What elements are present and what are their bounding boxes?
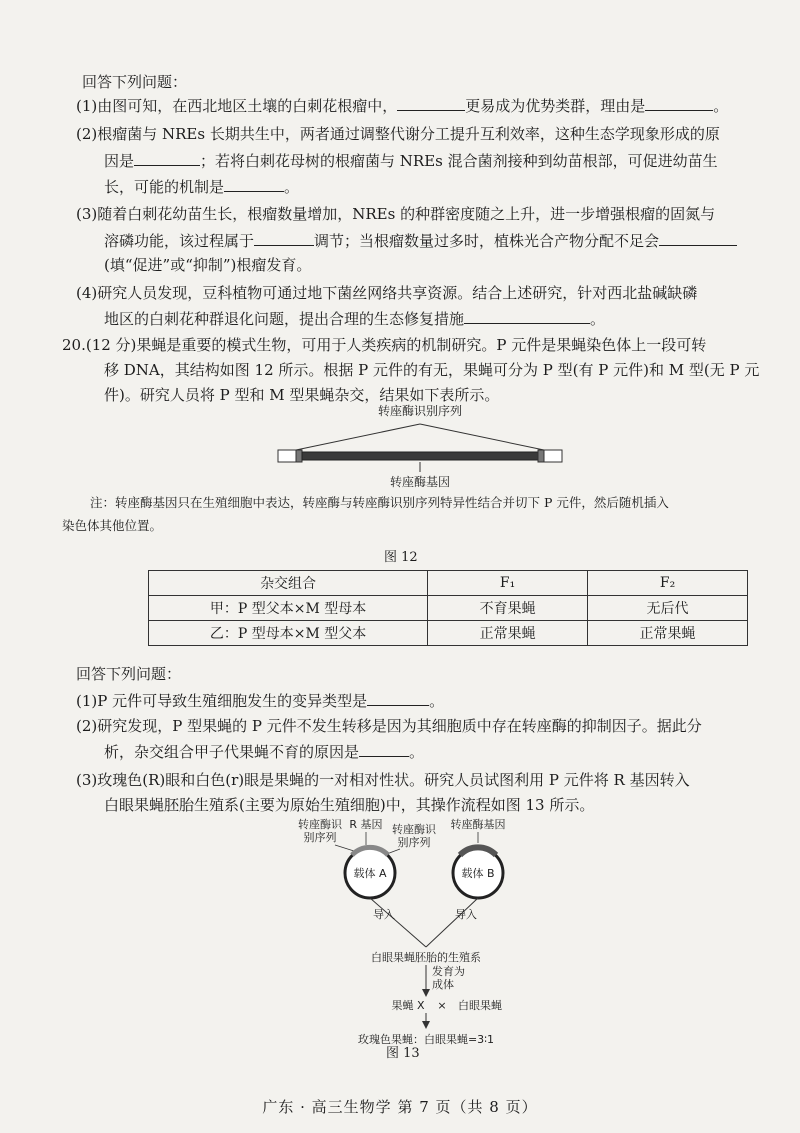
fig13-r-gene-label: R 基因 <box>349 818 383 831</box>
fig13-arrowhead <box>422 1021 430 1029</box>
table-header: F₂ <box>588 571 748 596</box>
q20-heading-line2: 移 DNA，其结构如图 12 所示。根据 P 元件的有无，果蝇可分为 P 型(有 P 元件)和 M 型(无 P 元 <box>104 361 760 379</box>
q20-part3-line1: (3)玫瑰色(R)眼和白色(r)眼是果蝇的一对相对性状。研究人员试图利用 P 元件将 R 基因转入 <box>76 771 690 789</box>
page-footer: 广东 · 高三生物学 第 7 页（共 8 页） <box>262 1098 538 1116</box>
q19-part4-line2: 地区的白刺花种群退化问题，提出合理的生态修复措施 。 <box>104 307 605 330</box>
q19-part1: (1)由图可知，在西北地区土壤的白刺花根瘤中， 更易成为优势类群，理由是 。 <box>76 94 728 117</box>
fig12-bracket-left <box>296 424 420 450</box>
cross-results-table <box>148 570 748 646</box>
fig13-caption: 图 13 <box>386 1046 420 1061</box>
q19-part2-line3: 长，可能的机制是 。 <box>104 175 299 198</box>
fig12-bottom-label: 转座酶基因 <box>389 475 451 489</box>
fig13-import-line-right <box>426 898 478 947</box>
answer-blank[interactable] <box>254 229 314 246</box>
q20-part2-line1: (2)研究发现，P 型果蝇的 P 元件不发生转移是因为其细胞质中存在转座酶的抑制因子。据此分 <box>76 717 702 735</box>
answer-blank[interactable] <box>367 689 429 706</box>
answer-blank[interactable] <box>134 149 200 166</box>
table-cell: 无后代 <box>588 596 748 621</box>
fig13-enzyme-gene-label: 转座酶基因 <box>450 818 506 831</box>
q19-part3-line3: (填“促进”或“抑制”)根瘤发育。 <box>104 256 312 274</box>
fig13-germline: 白眼果蝇胚胎的生殖系 <box>371 951 481 964</box>
fig13-cross-left: 果蝇 X <box>391 999 425 1012</box>
answer-blank[interactable] <box>224 175 284 192</box>
table-header-row <box>149 571 748 596</box>
q19-part3-line2: 溶磷功能，该过程属于 调节；当根瘤数量过多时，植株光合产物分配不足会 <box>104 229 737 252</box>
fig13-import-right: 导入 <box>455 908 477 921</box>
table-row <box>149 596 748 621</box>
fig12-left-flank <box>278 450 296 462</box>
fig12-top-label: 转座酶识别序列 <box>377 404 463 418</box>
answer-blank[interactable] <box>645 94 713 111</box>
q20-part2-line2: 析，杂交组合甲子代果蝇不育的原因是 。 <box>104 740 424 763</box>
q20-heading-line3: 件)。研究人员将 P 型和 M 型果蝇杂交，结果如下表所示。 <box>104 386 500 404</box>
fig13-recog-label-b1: 转座酶识 <box>392 823 436 836</box>
fig12-right-recognition-seq <box>538 450 544 462</box>
figure-12-p-element <box>260 400 580 495</box>
q20-heading-line1: 20.(12 分)果蝇是重要的模式生物，可用于人类疾病的机制研究。P 元件是果蝇染色体上一段可转 <box>62 336 707 354</box>
fig13-result: 玫瑰色果蝇：白眼果蝇=3∶1 <box>357 1033 495 1046</box>
fig13-import-line-left <box>370 898 426 947</box>
q19-part2-line1: (2)根瘤菌与 NREs 长期共生中，两者通过调整代谢分工提升互利效率，这种生态学现象形成的原 <box>76 125 720 143</box>
q19-intro: 回答下列问题： <box>82 73 188 91</box>
fig12-caption: 图 12 <box>384 550 418 565</box>
table-cell: 乙：P 型母本×M 型父本 <box>149 621 428 646</box>
fig13-develop-line1: 发育为 <box>432 965 465 978</box>
fig13-recog-label-a1: 转座酶识 <box>298 818 342 831</box>
q20-part3-line2: 白眼果蝇胚胎生殖系(主要为原始生殖细胞)中，其操作流程如图 13 所示。 <box>104 796 595 814</box>
fig12-bracket-right <box>420 424 544 450</box>
table-cell: 甲：P 型父本×M 型母本 <box>149 596 428 621</box>
q20-intro: 回答下列问题： <box>76 665 182 683</box>
fig12-left-recognition-seq <box>296 450 302 462</box>
table-cell: 正常果蝇 <box>428 621 588 646</box>
vector-b-label: 载体 B <box>461 867 495 880</box>
q19-part4-line1: (4)研究人员发现，豆科植物可通过地下菌丝网络共享资源。结合上述研究，针对西北盐碱缺磷 <box>76 284 698 302</box>
q20-part1: (1)P 元件可导致生殖细胞发生的变异类型是 。 <box>76 689 444 712</box>
fig13-import-left: 导入 <box>373 908 395 921</box>
fig12-right-flank <box>544 450 562 462</box>
fig13-recog-label-b2: 别序列 <box>397 836 431 849</box>
fig13-pointer <box>335 845 354 851</box>
table-row <box>149 621 748 646</box>
table-cell: 不育果蝇 <box>428 596 588 621</box>
table-header: F₁ <box>428 571 588 596</box>
fig12-note-line1: 注：转座酶基因只在生殖细胞中表达，转座酶与转座酶识别序列特异性结合并切下 P 元件，然后随机插入 <box>90 495 669 510</box>
fig12-note-line2: 染色体其他位置。 <box>62 518 163 533</box>
answer-blank[interactable] <box>659 229 737 246</box>
answer-blank[interactable] <box>359 740 409 757</box>
answer-blank[interactable] <box>464 307 590 324</box>
fig13-recog-label-a2: 别序列 <box>303 831 337 844</box>
table-cell: 正常果蝇 <box>588 621 748 646</box>
vector-a-label: 载体 A <box>353 867 387 880</box>
fig13-cross-right: 白眼果蝇 <box>458 999 502 1012</box>
fig12-transposase-gene <box>302 452 538 460</box>
fig13-develop-line2: 成体 <box>432 978 454 991</box>
q19-part2-line2: 因是 ；若将白刺花母树的根瘤菌与 NREs 混合菌剂接种到幼苗根部，可促进幼苗生 <box>104 149 718 172</box>
figure-13-flowchart <box>280 815 540 1065</box>
fig13-cross-sign: × <box>437 999 447 1012</box>
table-header: 杂交组合 <box>149 571 428 596</box>
answer-blank[interactable] <box>397 94 465 111</box>
q19-part3-line1: (3)随着白刺花幼苗生长，根瘤数量增加，NREs 的种群密度随之上升，进一步增强根瘤的固氮与 <box>76 205 716 223</box>
fig13-arrowhead <box>422 989 430 997</box>
